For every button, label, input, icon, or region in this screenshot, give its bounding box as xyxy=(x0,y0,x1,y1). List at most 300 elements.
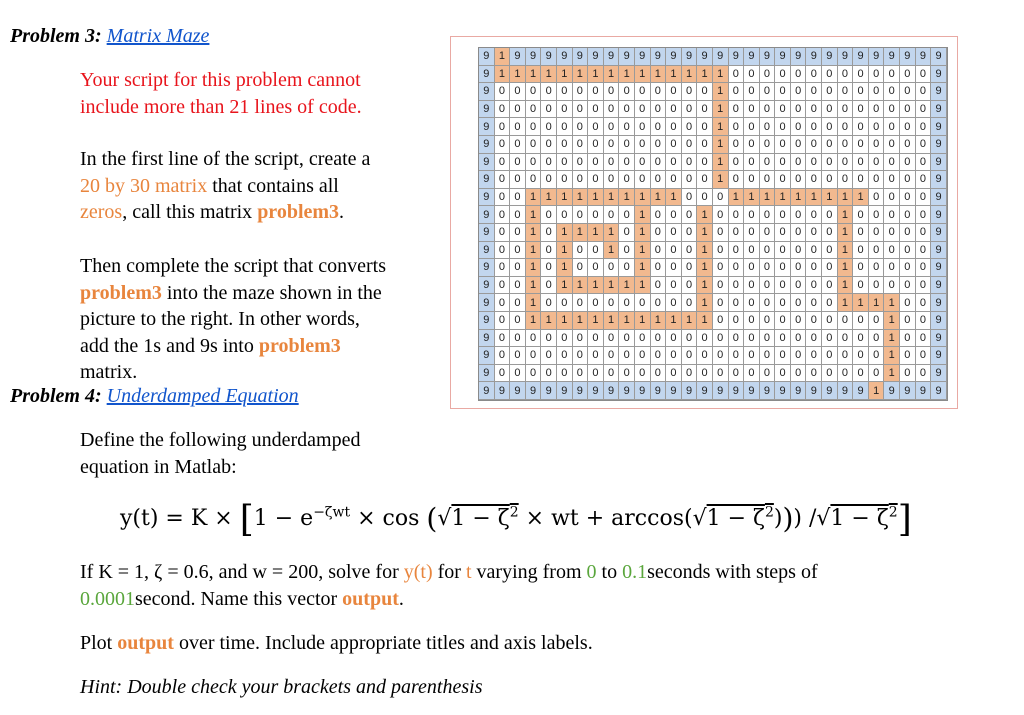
maze-cell: 0 xyxy=(682,242,698,260)
matrix-maze-link[interactable]: Matrix Maze xyxy=(106,25,210,47)
maze-cell: 1 xyxy=(541,189,557,207)
maze-cell: 9 xyxy=(479,277,495,295)
maze-cell: 0 xyxy=(635,347,651,365)
maze-cell: 0 xyxy=(573,330,589,348)
maze-cell: 9 xyxy=(479,154,495,172)
maze-cell: 0 xyxy=(495,242,511,260)
maze-cell: 9 xyxy=(931,277,947,295)
maze-cell: 0 xyxy=(775,154,791,172)
maze-cell: 0 xyxy=(573,118,589,136)
maze-cell: 0 xyxy=(666,242,682,260)
maze-cell: 0 xyxy=(806,224,822,242)
maze-cell: 0 xyxy=(604,83,620,101)
maze-cell: 0 xyxy=(573,365,589,383)
maze-cell: 9 xyxy=(697,48,713,66)
maze-cell: 1 xyxy=(666,312,682,330)
maze-cell: 0 xyxy=(651,171,667,189)
maze-cell: 0 xyxy=(588,101,604,119)
maze-cell: 1 xyxy=(573,66,589,84)
underdamped-equation-link[interactable]: Underdamped Equation xyxy=(106,385,299,407)
maze-cell: 0 xyxy=(682,365,698,383)
maze-cell: 0 xyxy=(916,330,932,348)
maze-cell: 0 xyxy=(838,330,854,348)
maze-cell: 1 xyxy=(713,83,729,101)
maze-cell: 0 xyxy=(682,294,698,312)
maze-cell: 0 xyxy=(744,224,760,242)
maze-cell: 0 xyxy=(900,365,916,383)
maze-cell: 1 xyxy=(541,312,557,330)
maze-cell: 0 xyxy=(619,242,635,260)
maze-cell: 0 xyxy=(884,189,900,207)
maze-cell: 0 xyxy=(604,101,620,119)
maze-cell: 0 xyxy=(916,118,932,136)
maze-cell: 9 xyxy=(619,382,635,400)
maze-cell: 0 xyxy=(619,365,635,383)
maze-cell: 0 xyxy=(791,330,807,348)
maze-cell: 0 xyxy=(526,330,542,348)
maze-cell: 0 xyxy=(884,83,900,101)
maze-cell: 1 xyxy=(557,66,573,84)
maze-cell: 0 xyxy=(541,365,557,383)
maze-cell: 0 xyxy=(822,118,838,136)
maze-cell: 0 xyxy=(916,189,932,207)
maze-cell: 0 xyxy=(853,365,869,383)
maze-cell: 0 xyxy=(791,171,807,189)
maze-cell: 9 xyxy=(931,136,947,154)
maze-cell: 0 xyxy=(853,83,869,101)
maze-cell: 9 xyxy=(729,48,745,66)
maze-cell: 0 xyxy=(713,365,729,383)
maze-cell: 0 xyxy=(510,259,526,277)
maze-cell: 0 xyxy=(916,83,932,101)
maze-cell: 0 xyxy=(916,347,932,365)
maze-cell: 1 xyxy=(713,171,729,189)
maze-cell: 0 xyxy=(682,347,698,365)
maze-cell: 0 xyxy=(729,154,745,172)
maze-cell: 0 xyxy=(744,312,760,330)
maze-cell: 0 xyxy=(853,312,869,330)
maze-cell: 1 xyxy=(884,330,900,348)
maze-cell: 9 xyxy=(822,382,838,400)
maze-cell: 1 xyxy=(557,189,573,207)
maze-cell: 0 xyxy=(744,66,760,84)
maze-cell: 0 xyxy=(495,171,511,189)
maze-cell: 0 xyxy=(557,101,573,119)
maze-cell: 0 xyxy=(510,347,526,365)
maze-cell: 9 xyxy=(666,382,682,400)
maze-cell: 9 xyxy=(479,242,495,260)
maze-cell: 0 xyxy=(869,312,885,330)
maze-cell: 9 xyxy=(775,382,791,400)
maze-cell: 0 xyxy=(822,330,838,348)
maze-cell: 1 xyxy=(619,277,635,295)
maze-cell: 0 xyxy=(697,330,713,348)
maze-cell: 0 xyxy=(729,206,745,224)
maze-cell: 0 xyxy=(495,330,511,348)
maze-cell: 0 xyxy=(744,330,760,348)
maze-cell: 0 xyxy=(697,136,713,154)
maze-cell: 1 xyxy=(573,277,589,295)
maze-cell: 0 xyxy=(588,118,604,136)
maze-cell: 9 xyxy=(931,154,947,172)
maze-cell: 1 xyxy=(635,66,651,84)
maze-cell: 0 xyxy=(791,294,807,312)
maze-cell: 1 xyxy=(557,224,573,242)
maze-cell: 0 xyxy=(541,347,557,365)
maze-cell: 0 xyxy=(760,224,776,242)
maze-cell: 0 xyxy=(604,171,620,189)
maze-cell: 0 xyxy=(775,242,791,260)
maze-cell: 0 xyxy=(853,66,869,84)
maze-cell: 0 xyxy=(619,206,635,224)
maze-cell: 1 xyxy=(588,277,604,295)
maze-cell: 0 xyxy=(900,347,916,365)
maze-cell: 0 xyxy=(604,294,620,312)
maze-cell: 0 xyxy=(760,83,776,101)
maze-cell: 0 xyxy=(775,224,791,242)
maze-cell: 0 xyxy=(916,66,932,84)
maze-cell: 0 xyxy=(666,83,682,101)
maze-cell: 0 xyxy=(495,294,511,312)
maze-cell: 9 xyxy=(744,48,760,66)
maze-cell: 0 xyxy=(588,171,604,189)
maze-cell: 0 xyxy=(916,136,932,154)
maze-cell: 9 xyxy=(557,48,573,66)
maze-cell: 9 xyxy=(931,294,947,312)
maze-cell: 9 xyxy=(479,259,495,277)
maze-cell: 0 xyxy=(791,136,807,154)
maze-cell: 0 xyxy=(729,277,745,295)
maze-cell: 1 xyxy=(744,189,760,207)
maze-cell: 9 xyxy=(510,48,526,66)
maze-cell: 9 xyxy=(588,382,604,400)
maze-cell: 9 xyxy=(931,189,947,207)
maze-cell: 0 xyxy=(900,224,916,242)
maze-cell: 9 xyxy=(479,294,495,312)
maze-cell: 0 xyxy=(541,206,557,224)
maze-cell: 1 xyxy=(557,259,573,277)
maze-cell: 0 xyxy=(916,154,932,172)
maze-cell: 0 xyxy=(916,365,932,383)
maze-cell: 0 xyxy=(510,206,526,224)
maze-cell: 0 xyxy=(635,365,651,383)
maze-cell: 0 xyxy=(729,242,745,260)
maze-cell: 0 xyxy=(791,277,807,295)
maze-cell: 0 xyxy=(900,171,916,189)
underdamped-equation: $y(t) = K \times [1 - e^{-\zeta wt} \times \cos (√1 - \zeta^2$ × wt + $\arccos(√1 - \zeta^2)$)) $/√1 - \zeta^2$] xyxy=(120,499,912,540)
maze-cell: 0 xyxy=(760,330,776,348)
maze-cell: 0 xyxy=(495,259,511,277)
maze-cell: 0 xyxy=(510,101,526,119)
maze-cell: 0 xyxy=(853,242,869,260)
maze-cell: 0 xyxy=(744,242,760,260)
maze-cell: 0 xyxy=(853,224,869,242)
maze-cell: 0 xyxy=(588,206,604,224)
maze-cell: 0 xyxy=(651,294,667,312)
maze-cell: 9 xyxy=(806,48,822,66)
maze-cell: 0 xyxy=(884,259,900,277)
maze-cell: 0 xyxy=(760,118,776,136)
maze-cell: 0 xyxy=(495,347,511,365)
maze-cell: 0 xyxy=(682,154,698,172)
maze-cell: 0 xyxy=(713,347,729,365)
maze-cell: 9 xyxy=(682,48,698,66)
maze-cell: 1 xyxy=(884,294,900,312)
maze-cell: 0 xyxy=(884,136,900,154)
maze-cell: 9 xyxy=(573,382,589,400)
maze-cell: 1 xyxy=(619,189,635,207)
maze-cell: 0 xyxy=(651,242,667,260)
maze-cell: 0 xyxy=(666,277,682,295)
maze-cell: 0 xyxy=(510,242,526,260)
maze-cell: 0 xyxy=(557,206,573,224)
maze-cell: 9 xyxy=(479,48,495,66)
maze-cell: 1 xyxy=(713,118,729,136)
maze-cell: 1 xyxy=(838,259,854,277)
maze-cell: 0 xyxy=(900,312,916,330)
maze-cell: 0 xyxy=(495,224,511,242)
maze-cell: 0 xyxy=(619,294,635,312)
maze-cell: 0 xyxy=(510,118,526,136)
maze-cell: 9 xyxy=(931,242,947,260)
maze-cell: 0 xyxy=(791,224,807,242)
maze-cell: 1 xyxy=(651,312,667,330)
maze-cell: 0 xyxy=(775,118,791,136)
maze-cell: 0 xyxy=(869,206,885,224)
maze-cell: 0 xyxy=(869,189,885,207)
maze-cell: 0 xyxy=(557,347,573,365)
maze-cell: 0 xyxy=(651,330,667,348)
maze-cell: 1 xyxy=(526,242,542,260)
maze-cell: 0 xyxy=(791,83,807,101)
maze-cell: 0 xyxy=(619,118,635,136)
maze-cell: 0 xyxy=(682,259,698,277)
problem4-label: Problem 4: xyxy=(10,385,102,407)
maze-cell: 0 xyxy=(775,277,791,295)
maze-cell: 0 xyxy=(900,136,916,154)
maze-cell: 9 xyxy=(931,118,947,136)
maze-cell: 0 xyxy=(806,242,822,260)
maze-cell: 9 xyxy=(931,330,947,348)
maze-cell: 0 xyxy=(900,206,916,224)
maze-cell: 1 xyxy=(635,224,651,242)
maze-cell: 1 xyxy=(775,189,791,207)
maze-cell: 0 xyxy=(744,277,760,295)
maze-cell: 0 xyxy=(869,118,885,136)
maze-cell: 0 xyxy=(822,294,838,312)
instruction-convert-maze: Then complete the script that converts problem3 into the maze shown in the picture to the right. In other words, add the 1s and 9s into problem3 matrix. xyxy=(80,255,387,383)
maze-cell: 0 xyxy=(806,259,822,277)
maze-cell: 0 xyxy=(775,259,791,277)
maze-cell: 0 xyxy=(526,347,542,365)
maze-cell: 9 xyxy=(900,48,916,66)
maze-cell: 0 xyxy=(635,101,651,119)
maze-cell: 0 xyxy=(666,154,682,172)
maze-cell: 1 xyxy=(635,189,651,207)
maze-cell: 0 xyxy=(744,294,760,312)
maze-cell: 0 xyxy=(713,189,729,207)
maze-cell: 0 xyxy=(510,312,526,330)
maze-cell: 1 xyxy=(713,101,729,119)
maze-cell: 0 xyxy=(682,189,698,207)
maze-cell: 0 xyxy=(666,365,682,383)
maze-cell: 0 xyxy=(510,136,526,154)
maze-cell: 9 xyxy=(651,48,667,66)
maze-cell: 1 xyxy=(682,312,698,330)
maze-cell: 9 xyxy=(838,382,854,400)
maze-cell: 0 xyxy=(900,101,916,119)
maze-cell: 1 xyxy=(729,189,745,207)
maze-cell: 0 xyxy=(729,83,745,101)
maze-cell: 0 xyxy=(635,171,651,189)
maze-cell: 0 xyxy=(541,101,557,119)
maze-cell: 0 xyxy=(588,347,604,365)
maze-cell: 0 xyxy=(869,347,885,365)
maze-cell: 0 xyxy=(666,330,682,348)
maze-cell: 0 xyxy=(526,171,542,189)
maze-cell: 9 xyxy=(729,382,745,400)
maze-cell: 9 xyxy=(931,347,947,365)
maze-cell: 0 xyxy=(604,136,620,154)
problem3-heading xyxy=(10,25,209,48)
maze-cell: 9 xyxy=(884,48,900,66)
maze-cell: 0 xyxy=(900,154,916,172)
maze-cell: 0 xyxy=(791,101,807,119)
maze-cell: 0 xyxy=(651,154,667,172)
maze-cell: 1 xyxy=(557,242,573,260)
maze-cell: 1 xyxy=(884,365,900,383)
maze-cell: 0 xyxy=(588,136,604,154)
maze-cell: 0 xyxy=(838,66,854,84)
maze-cell: 0 xyxy=(853,101,869,119)
maze-cell: 0 xyxy=(916,259,932,277)
maze-cell: 0 xyxy=(806,118,822,136)
maze-cell: 0 xyxy=(666,206,682,224)
maze-cell: 0 xyxy=(806,206,822,224)
maze-cell: 1 xyxy=(604,66,620,84)
maze-cell: 0 xyxy=(900,66,916,84)
problem4-heading xyxy=(10,385,299,408)
maze-cell: 9 xyxy=(479,83,495,101)
maze-cell: 0 xyxy=(916,312,932,330)
maze-cell: 0 xyxy=(869,66,885,84)
maze-cell: 0 xyxy=(697,118,713,136)
maze-cell: 0 xyxy=(682,277,698,295)
maze-cell: 1 xyxy=(619,66,635,84)
maze-cell: 1 xyxy=(713,136,729,154)
maze-cell: 0 xyxy=(916,294,932,312)
maze-cell: 0 xyxy=(729,365,745,383)
maze-cell: 0 xyxy=(541,118,557,136)
maze-cell: 1 xyxy=(697,242,713,260)
maze-cell: 0 xyxy=(619,136,635,154)
maze-cell: 0 xyxy=(510,294,526,312)
maze-cell: 0 xyxy=(588,365,604,383)
maze-cell: 0 xyxy=(806,66,822,84)
maze-cell: 1 xyxy=(526,312,542,330)
maze-cell: 9 xyxy=(479,118,495,136)
maze-cell: 0 xyxy=(635,83,651,101)
maze-cell: 0 xyxy=(495,136,511,154)
maze-cell: 0 xyxy=(822,83,838,101)
maze-cell: 0 xyxy=(682,330,698,348)
maze-cell: 1 xyxy=(526,66,542,84)
maze-cell: 9 xyxy=(713,48,729,66)
maze-cell: 9 xyxy=(760,48,776,66)
maze-cell: 0 xyxy=(729,347,745,365)
maze-cell: 0 xyxy=(557,136,573,154)
maze-cell: 0 xyxy=(838,101,854,119)
maze-cell: 0 xyxy=(557,365,573,383)
maze-cell: 0 xyxy=(526,365,542,383)
maze-cell: 1 xyxy=(604,312,620,330)
maze-cell: 0 xyxy=(682,101,698,119)
maze-cell: 9 xyxy=(495,382,511,400)
maze-cell: 9 xyxy=(619,48,635,66)
maze-cell: 9 xyxy=(931,83,947,101)
maze-cell: 9 xyxy=(931,224,947,242)
maze-cell: 0 xyxy=(806,83,822,101)
maze-cell: 0 xyxy=(588,259,604,277)
maze-cell: 9 xyxy=(666,48,682,66)
problem3-label: Problem 3: xyxy=(10,25,102,47)
maze-cell: 1 xyxy=(635,242,651,260)
maze-cell: 0 xyxy=(588,330,604,348)
maze-cell: 9 xyxy=(635,48,651,66)
maze-cell: 9 xyxy=(853,48,869,66)
maze-cell: 0 xyxy=(822,224,838,242)
maze-cell: 1 xyxy=(697,312,713,330)
maze-cell: 0 xyxy=(729,171,745,189)
maze-cell: 0 xyxy=(588,294,604,312)
maze-cell: 0 xyxy=(822,171,838,189)
maze-cell: 1 xyxy=(635,206,651,224)
maze-cell: 1 xyxy=(541,66,557,84)
maze-cell: 0 xyxy=(697,347,713,365)
maze-cell: 0 xyxy=(619,83,635,101)
maze-cell: 9 xyxy=(931,365,947,383)
maze-cell: 0 xyxy=(682,83,698,101)
maze-cell: 0 xyxy=(729,294,745,312)
maze-cell: 0 xyxy=(853,118,869,136)
maze-cell: 1 xyxy=(588,189,604,207)
maze-cell: 0 xyxy=(884,242,900,260)
maze-cell: 0 xyxy=(760,154,776,172)
maze-cell: 9 xyxy=(931,48,947,66)
maze-cell: 9 xyxy=(775,48,791,66)
maze-cell: 0 xyxy=(713,206,729,224)
maze-cell: 0 xyxy=(573,101,589,119)
maze-cell: 0 xyxy=(510,365,526,383)
maze-cell: 0 xyxy=(900,242,916,260)
maze-cell: 0 xyxy=(791,154,807,172)
maze-cell: 0 xyxy=(760,277,776,295)
maze-cell: 0 xyxy=(651,347,667,365)
maze-cell: 0 xyxy=(791,365,807,383)
maze-cell: 0 xyxy=(791,206,807,224)
maze-cell: 9 xyxy=(479,136,495,154)
maze-cell: 0 xyxy=(853,347,869,365)
maze-cell: 0 xyxy=(651,101,667,119)
maze-cell: 0 xyxy=(822,101,838,119)
maze-cell: 0 xyxy=(775,312,791,330)
maze-cell: 9 xyxy=(479,347,495,365)
maze-cell: 0 xyxy=(557,294,573,312)
maze-cell: 0 xyxy=(791,312,807,330)
maze-cell: 0 xyxy=(791,66,807,84)
maze-cell: 9 xyxy=(541,382,557,400)
maze-cell: 9 xyxy=(853,382,869,400)
